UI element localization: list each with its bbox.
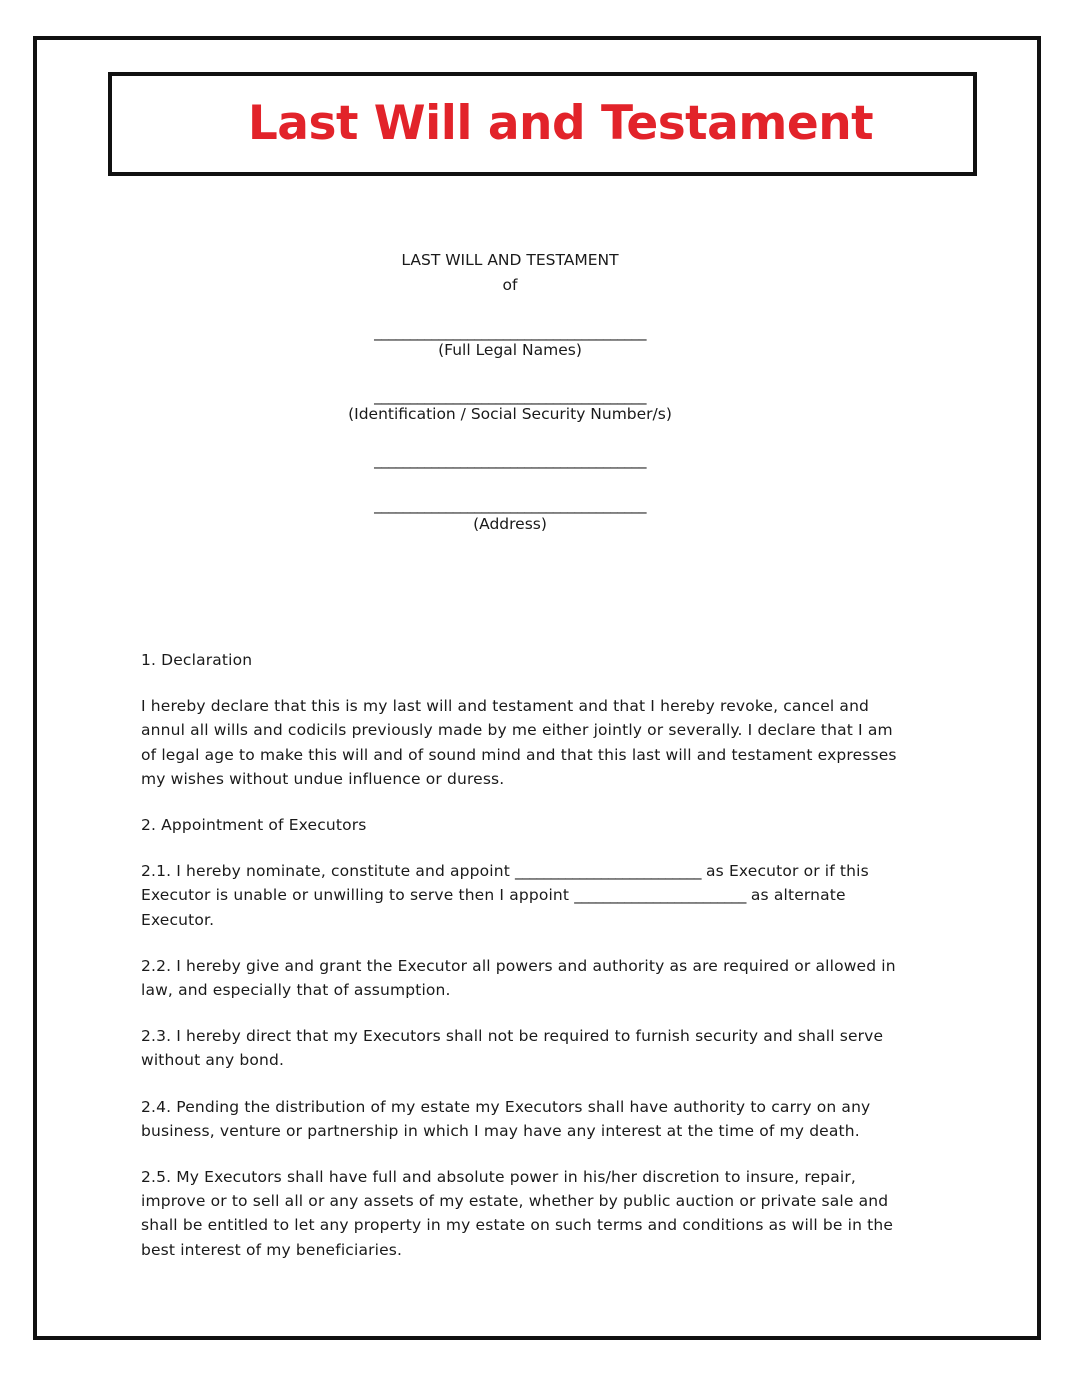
address-blank-line-1[interactable]: ______________________________________ [374, 450, 646, 469]
declaration-paragraph: I hereby declare that this is my last will and testament and that I hereby revoke, cancel and annul all wills and codicils previously made by me either jointly or severally. I declare that I am of legal age to make this will and of sound mind and that this last will and testament expresses my wishes without undue influence or duress. [141, 697, 897, 788]
identification-label: (Identification / Social Security Number/s) [348, 405, 672, 424]
address-label: (Address) [473, 514, 547, 533]
executor-name-blank[interactable]: __________________________ [515, 862, 701, 881]
executor-clause-2-1 [141, 859, 901, 932]
banner-title: Last Will and Testament [247, 96, 874, 151]
document-title-of: of [502, 275, 518, 294]
clause-2-1-text-c: as alternate Executor. [141, 886, 846, 929]
will-header [300, 248, 720, 536]
clause-2-1-text-a: 2.1. I hereby nominate, constitute and appoint [141, 862, 510, 881]
clause-2-1-text-b: as Executor or if this Executor is unable or unwilling to serve then I appoint [141, 862, 869, 905]
executor-clause-2-5: 2.5. My Executors shall have full and absolute power in his/her discretion to insure, repair, improve or to sell all or any assets of my estate, whether by public auction or private sale and shall be entitled to let any property in my estate on such terms and conditions as will be in the best interest of my beneficiaries. [141, 1168, 894, 1259]
executor-clause-2-3: 2.3. I hereby direct that my Executors shall not be required to furnish security and shall serve without any bond. [141, 1027, 884, 1070]
declaration-heading: 1. Declaration [141, 651, 253, 669]
full-legal-names-blank[interactable]: ______________________________________ [374, 322, 646, 341]
address-blank-line-2[interactable]: ______________________________________ [374, 496, 646, 515]
identification-blank[interactable]: ______________________________________ [374, 386, 646, 405]
executors-heading: 2. Appointment of Executors [141, 816, 367, 835]
executor-clause-2-4: 2.4. Pending the distribution of my estate my Executors shall have authority to carry on any business, venture or partnership in which I may have any interest at the time of my death. [141, 1097, 871, 1140]
executor-clause-2-2: 2.2. I hereby give and grant the Executor all powers and authority as are required or allowed in law, and especially that of assumption. [141, 956, 896, 1000]
full-legal-names-label: (Full Legal Names) [438, 341, 582, 360]
title-banner [108, 72, 977, 176]
document-title: LAST WILL AND TESTAMENT [401, 251, 619, 269]
alternate-executor-blank[interactable]: ________________________ [574, 886, 746, 905]
will-body [141, 648, 901, 1284]
